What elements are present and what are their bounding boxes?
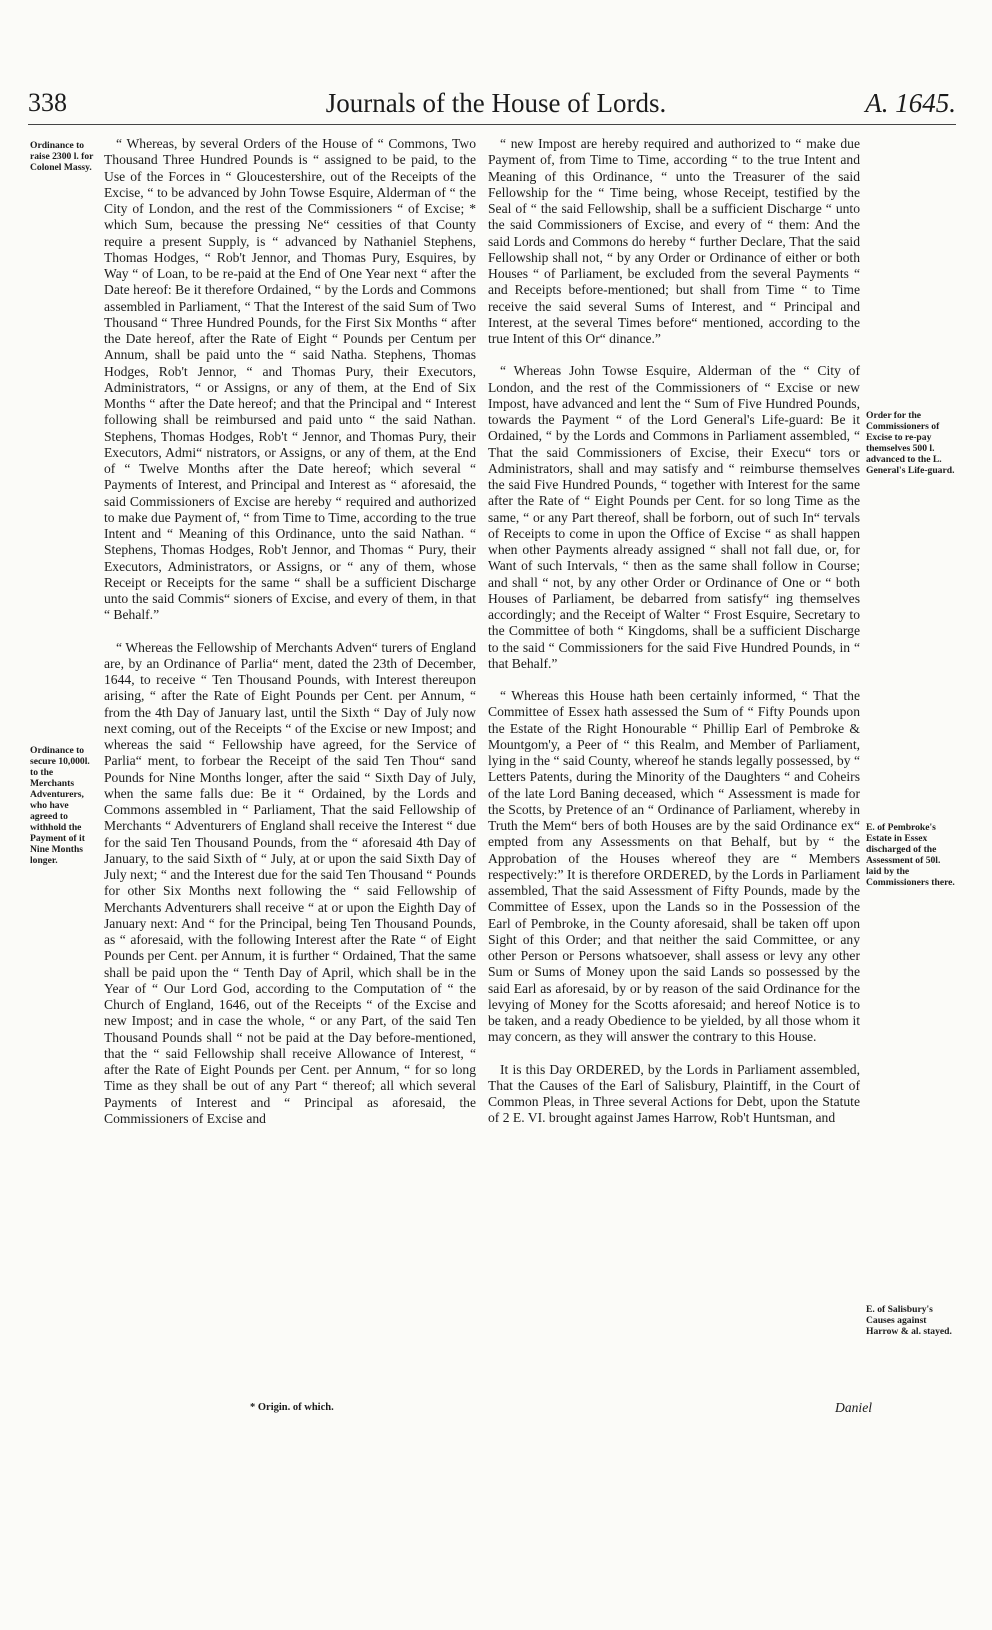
margin-note-massy: Ordinance to raise 2300 l. for Colonel Massy. xyxy=(30,140,94,173)
merchants-ordinance-paragraph: “ Whereas the Fellowship of Merchants Adven“ turers of England are, by an Ordinance of Parlia“ ment, dated the 23th of December, 1644, to receive “ Ten Thousand Pounds, with Interest thereupon arising, “ after the Rate of Eight Pounds per Cent. per Annum, “ from the 4th Day of January last, until the Sixth “ Day of July now next coming, out of the Receipts “ of the Excise or new Impost; and whereas the said “ Fellowship have agreed, for the Service of Parlia“ ment, to forbear the Receipt of the said Ten Thou“ sand Pounds for Nine Months longer, after the said “ Sixth Day of July, when the same falls due: Be it “ Ordained, by the Lords and Commons assembled in “ Parliament, That the said Fellowship of Merchants “ Adventurers of England shall receive the Interest “ due for the said Ten Thousand Pounds, from the “ aforesaid 4th Day of January, to the said Sixth of “ July, at or upon the said Sixth Day of July next; “ and the Interest due for the said Ten Thousand “ Pounds for other Six Months next following the “ said Fellowship of Merchants Adventurers shall receive “ at or upon the Eighth Day of January next: And “ for the Principal, being Ten Thousand Pounds, as “ aforesaid, with the following Interest after the Rate “ of Eight Pounds per Cent. per Annum, it is further “ Ordained, That the same shall be paid upon the “ Tenth Day of April, which shall be in the Year of “ Our Lord God, according to the Computation of “ the Church of England, 1646, out of the Receipts “ of the Excise and new Impost; and in case the whole, “ or any Part, of the said Ten Thousand Pounds shall “ not be paid at the Day before-mentioned, that the “ said Fellowship shall receive Allowance of Interest, “ after the Rate of Eight Pounds per Cent. per Annum, “ for so long Time as they shall be out of any Part “ thereof; all which several Payments of Interest and “ Principal as aforesaid, the Commissioners of Excise and xyxy=(104,639,476,1126)
page-year: A. 1645. xyxy=(865,88,956,118)
page-number: 338 xyxy=(28,88,67,117)
header-rule xyxy=(28,124,956,125)
massy-ordinance-paragraph: “ Whereas, by several Orders of the House of “ Commons, Two Thousand Three Hundred Pounds is “ assigned to be paid, to the Use of the Forces in “ Gloucestershire, out of the Receipts of the Excise, “ to be advanced by John Towse Esquire, Alderman of “ the City of London, and the rest of the Commissioners “ of Excise; * which Sum, because the pressing Ne“ cessities of that County require a present Supply, is “ advanced by Nathaniel Stephens, Thomas Hodges, “ Rob't Jennor, and Thomas Pury, Esquires, by Way “ of Loan, to be re-paid at the End of One Year next “ after the Date hereof: Be it therefore Ordained, “ by the Lords and Commons assembled in Parliament, “ That the Interest of the said Sum of Two Thousand “ Three Hundred Pounds, for the First Six Months “ after the Date hereof, after the Rate of Eight “ Pounds per Centum per Annum, shall be paid unto the “ said Natha. Stephens, Thomas Hodges, Rob't Jennor, “ and Thomas Pury, their Executors, Administrators, “ or Assigns, or any of them, at the End of Six Months “ after the Date hereof; and that the Principal and “ Interest following shall be reimbursed and paid unto “ the said Nathan. Stephens, Thomas Hodges, Rob't “ Jennor, and Thomas Pury, their Executors, Admi“ nistrators, or Assigns, or any of them, at the End of “ Twelve Months after the Date hereof; which several “ Payments of Interest, and Principal and Interest as “ aforesaid, the said Commissioners of Excise are hereby “ required and authorized to make due Payment of, “ from Time to Time, according to the true Intent and “ Meaning of this Ordinance, unto the said Nathan. “ Stephens, Thomas Hodges, Rob't Jennor, and Thomas “ Pury, their Executors, Administrators, or Assigns, or “ any of them, whose Receipt or Receipts for the same “ shall be a sufficient Discharge unto the said Commis“ sioners of Excise, and every of them, in that “ Behalf.” xyxy=(104,136,476,623)
pembroke-order-paragraph: “ Whereas this House hath been certainly informed, “ That the Committee of Essex hath assessed the Sum of “ Fifty Pounds upon the Estate of the Right Honourable “ Phillip Earl of Pembroke & Mountgom'y, a Peer of “ this Realm, and Member of Parliament, lying in the “ said County, whereof he stands legally possessed, by “ Letters Patents, during the Minority of the Daughters “ and Coheirs of the late Lord Baning deceased, which “ Assessment is made for the Scotts, by Pretence of an “ Ordinance of Parliament, whereby in Truth the Mem“ bers of both Houses are by the said Ordinance ex“ empted from any Assessments on that Behalf, but by “ the Approbation of the Houses whereof they are “ Members respectively:” It is therefore ORDERED, by the Lords in Parliament assembled, That the said Assessment of Fifty Pounds, made by the Committee of Essex, upon the Lands so in the Possession of the Earl of Pembroke, in the County aforesaid, shall be taken off upon Sight of this Order; and that neither the said Committee, or any other Person or Persons whatsoever, shall assess or levy any other Sum or Sums of Money upon the said Lands so possessed by the said Earl as aforesaid, by or by reason of the said Ordinance for the levying of Money for the Scotts aforesaid; and hereof Notice is to be taken, and a ready Obedience to be yielded, by all those whom it may concern, as they will answer the contrary to this House. xyxy=(488,688,860,1045)
lifeguard-order-paragraph: “ Whereas John Towse Esquire, Alderman of the “ City of London, and the rest of the Commissioners of “ Excise or new Impost, have advanced and lent the “ Sum of Five Hundred Pounds, towards the Payment “ of the Lord General's Life-guard: Be it Ordained, “ by the Lords and Commons in Parliament assembled, “ That the said Commissioners of Excise, their Execu“ tors or Administrators, shall and may satisfy and “ reimburse themselves the said Five Hundred Pounds, “ together with Interest for the same after the Rate of “ Eight Pounds per Cent. for so long Time as the same, “ or any Part thereof, shall be forborn, out of such In“ tervals of Receipts to come in upon the Office of Excise “ as shall happen when other Payments already assigned “ shall not fall due, or, for Want of such Intervals, “ then as the same shall follow in Course; and shall “ not, by any other Order or Ordinance of One or “ both Houses of Parliament, be debarred from satisfy“ ing themselves accordingly; and the Receipt of Walter “ Frost Esquire, Secretary to the Committee of both “ Kingdoms, shall be a sufficient Discharge to the said “ Commissioners for the said Five Hundred Pounds, in “ that Behalf.” xyxy=(488,363,860,671)
right-column xyxy=(488,136,860,1127)
left-column xyxy=(104,136,476,1127)
catchword: Daniel xyxy=(835,1400,872,1415)
footnote: * Origin. of which. xyxy=(250,1402,334,1413)
margin-note-pembroke: E. of Pembroke's Estate in Essex discharged of the Assessment of 50l. laid by the Commissioners there. xyxy=(866,822,955,888)
margin-note-lifeguard: Order for the Commissioners of Excise to re-pay themselves 500 l. advanced to the L. General's Life-guard. xyxy=(866,410,955,476)
running-title: Journals of the House of Lords. xyxy=(325,88,667,118)
margin-note-merchants: Ordinance to secure 10,000l. to the Merchants Adventurers, who have agreed to withhold the Payment of it Nine Months longer. xyxy=(30,745,90,866)
merchants-ordinance-continuation: “ new Impost are hereby required and authorized to “ make due Payment of, from Time to Time, according “ to the true Intent and Meaning of this Ordinance, “ unto the Treasurer of the said Fellowship for the “ Time being, whose Receipt, testified by the Seal of “ the said Fellowship, shall be a sufficient Discharge “ unto the said Commissioners of Excise, and every of “ them: And the said Lords and Commons do hereby “ further Declare, That the said Fellowship shall not, “ by any Order or Ordinance of either or both Houses “ of Parliament, be excluded from the several Payments “ and Receipts before-mentioned; but shall from Time “ to Time receive the said several Sums of Interest, and “ Principal and Interest, at the several Times before“ mentioned, according to the true Intent of this Or“ dinance.” xyxy=(488,136,860,346)
margin-note-salisbury: E. of Salisbury's Causes against Harrow & al. stayed. xyxy=(866,1304,952,1337)
salisbury-order-paragraph: It is this Day ORDERED, by the Lords in Parliament assembled, That the Causes of the Earl of Salisbury, Plaintiff, in the Court of Common Pleas, in Three several Actions for Debt, upon the Statute of 2 E. VI. brought against James Harrow, Rob't Huntsman, and xyxy=(488,1061,860,1126)
